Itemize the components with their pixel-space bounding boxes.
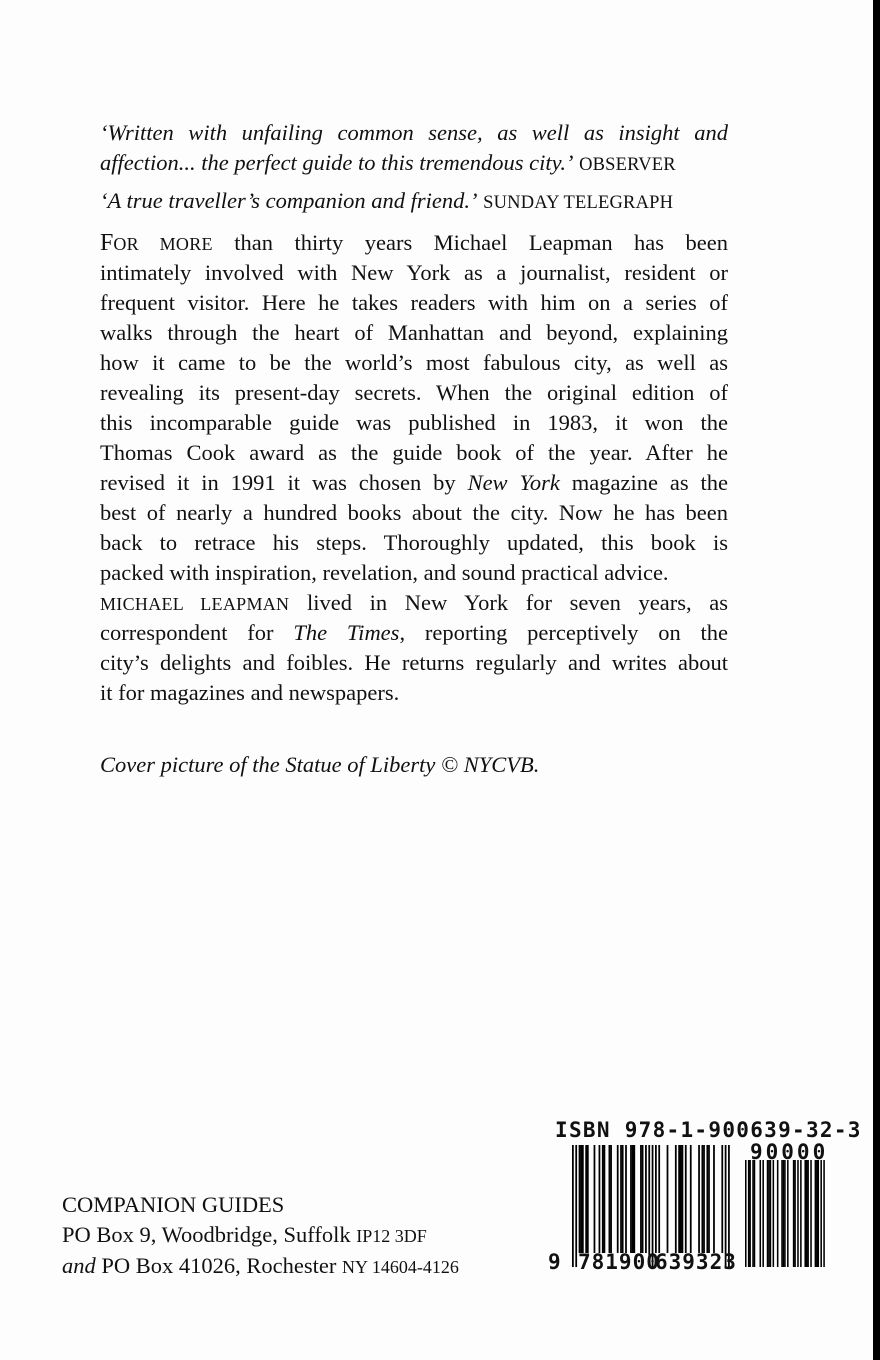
text-segment: packed with inspiration, revelation, and sound practical advice. (100, 560, 669, 585)
barcode-bar (706, 1145, 708, 1253)
barcode-bar (713, 1145, 715, 1253)
barcode-bar (658, 1145, 660, 1253)
barcode-bar (632, 1145, 634, 1253)
text-segment: correspondent for (100, 620, 294, 645)
barcode-bar (698, 1145, 700, 1253)
address-line (62, 1251, 459, 1282)
address-text: PO Box 9, Woodbridge, Suffolk (62, 1222, 351, 1247)
and-text: and (62, 1253, 96, 1278)
barcode-bar (728, 1145, 730, 1267)
barcode-addon-bar (770, 1160, 772, 1267)
barcode-bar (609, 1145, 611, 1253)
barcode-addon-bar (820, 1160, 822, 1267)
address-text: PO Box 41026, Rochester (101, 1253, 337, 1278)
text-segment: revealing its present-day secrets. When the original edition of (100, 380, 728, 405)
barcode-bar (633, 1145, 635, 1253)
barcode-addon-bar (816, 1160, 818, 1267)
barcode-bar (594, 1145, 596, 1253)
barcode-addon-bar (794, 1160, 796, 1267)
barcode-bar (708, 1145, 710, 1253)
barcode-addon-bar (760, 1160, 762, 1267)
barcode-addon-bar (745, 1160, 747, 1267)
barcode-bar (625, 1145, 627, 1253)
barcode-bar (675, 1145, 677, 1253)
barcode-bar (690, 1145, 692, 1253)
review-quote (100, 186, 728, 218)
barcode-bar (622, 1145, 624, 1253)
barcode-bar (640, 1145, 642, 1253)
description-line (100, 408, 728, 438)
review-quote (100, 118, 728, 180)
barcode-addon-bar (810, 1160, 812, 1267)
text-segment: it for magazines and newspapers. (100, 680, 400, 705)
text-segment: walks through the heart of Manhattan and beyond, explaining (100, 320, 728, 345)
barcode-bar (725, 1145, 727, 1267)
quote-source: SUNDAY TELEGRAPH (483, 193, 674, 213)
description-line (100, 468, 728, 498)
barcode-bar (721, 1145, 723, 1253)
text-segment: F (100, 230, 114, 256)
barcode-addon-bar (748, 1160, 750, 1267)
description-line (100, 498, 728, 528)
barcode-bar (604, 1145, 606, 1253)
barcode-bar (645, 1145, 647, 1253)
description-line (100, 558, 728, 588)
barcode-addon-bar (783, 1160, 785, 1267)
barcode-addon-bar (784, 1160, 786, 1267)
barcode-addon-bar (806, 1160, 808, 1267)
barcode-bar (682, 1145, 684, 1253)
barcode-addon-bar (787, 1160, 789, 1267)
barcode-bar (587, 1145, 589, 1253)
barcode-bar (580, 1145, 582, 1253)
barcode-bar (602, 1145, 604, 1253)
quote-text: ‘A true traveller’s companion and friend.’ (100, 188, 478, 213)
barcode-addon-bar (800, 1160, 802, 1267)
barcode-bar (617, 1145, 619, 1253)
ean-digit: 9 (548, 1250, 561, 1274)
text-segment: how it came to be the world’s most fabulous city, as well as (100, 350, 728, 375)
barcode-bar (680, 1145, 682, 1253)
description-line (100, 618, 728, 648)
spine-edge (873, 0, 880, 1360)
barcode-bar (678, 1145, 680, 1253)
text-segment: The Times (293, 620, 400, 645)
barcode-addon-bar (773, 1160, 775, 1267)
cover-credit: Cover picture of the Statue of Liberty © NYCVB. (100, 752, 540, 777)
quote-text: ‘Written with unfailing common sense, as well as insight and affection... the perfect guide to this tremendous city.’ (100, 120, 728, 175)
barcode-addon-bar (767, 1160, 769, 1267)
barcode-bar (648, 1145, 650, 1267)
barcode-bar (701, 1145, 703, 1253)
barcode-bar (703, 1145, 705, 1253)
description-line (100, 438, 728, 468)
description-line (100, 318, 728, 348)
description-line (100, 378, 728, 408)
text-segment: magazine as the (559, 470, 728, 495)
description (100, 228, 728, 708)
description-line (100, 288, 728, 318)
text-segment: Thomas Cook award as the guide book of the year. After he (100, 440, 728, 465)
description-line (100, 258, 728, 288)
publisher-name: COMPANION GUIDES (62, 1192, 285, 1217)
barcode-bar (685, 1145, 687, 1253)
barcode-bar (652, 1145, 654, 1267)
text-segment: city’s delights and foibles. He returns regularly and writes about (100, 650, 728, 675)
barcode-addon-bar (818, 1160, 820, 1267)
text-segment: New York (467, 470, 560, 495)
barcode-addon-bar (777, 1160, 779, 1267)
barcode-addon-bar (807, 1160, 809, 1267)
barcode-bar (572, 1145, 574, 1267)
postcode: IP12 3DF (356, 1226, 427, 1246)
description-line (100, 678, 728, 708)
description-line (100, 348, 728, 378)
text-segment: frequent visitor. Here he takes readers with him on a series of (100, 290, 728, 315)
barcode-bar (667, 1145, 669, 1253)
text-segment: intimately involved with New York as a journalist, resident or (100, 260, 728, 285)
text-segment: than thirty years Michael Leapman has been (212, 230, 728, 255)
description-line (100, 528, 728, 558)
quote-source: OBSERVER (579, 155, 676, 175)
barcode-addon-bar (793, 1160, 795, 1267)
text-segment: best of nearly a hundred books about the city. Now he has been (100, 500, 728, 525)
barcode-addon-digits: 90000 (750, 1140, 829, 1164)
barcode-addon-bar (768, 1160, 770, 1267)
barcode-bar (630, 1145, 632, 1253)
text-segment: OR MORE (113, 234, 213, 254)
text-segment: MICHAEL LEAPMAN (100, 594, 290, 614)
barcode-bar (585, 1145, 587, 1253)
barcode-bar (599, 1145, 601, 1253)
description-line (100, 588, 728, 618)
text-segment: back to retrace his steps. Thoroughly updated, this book is (100, 530, 728, 555)
barcode-addon-bar (754, 1160, 756, 1267)
description-line (100, 228, 728, 258)
barcode-bar (582, 1145, 584, 1253)
ean-digits-right: 639323 (655, 1250, 737, 1274)
barcode-addon-bar (823, 1160, 825, 1267)
text-segment: lived in New York for seven years, as (289, 590, 729, 615)
address-line (62, 1220, 459, 1251)
text-segment: this incomparable guide was published in 1983, it won the (100, 410, 728, 435)
barcode-bar (575, 1145, 577, 1267)
ean-digits-left: 781900 (578, 1250, 660, 1274)
barcode-addon-bar (804, 1160, 806, 1267)
barcode-addon-bar (752, 1160, 754, 1267)
review-quotes (100, 118, 728, 218)
barcode-addon-bar (797, 1160, 799, 1267)
barcode-bar (655, 1145, 657, 1253)
postcode: NY 14604-4126 (342, 1257, 459, 1277)
barcode-addon-bar (781, 1160, 783, 1267)
barcode-bar (642, 1145, 644, 1253)
text-segment: , reporting perceptively on the (399, 620, 729, 645)
barcode-bar (610, 1145, 612, 1253)
barcode-addon-bar (815, 1160, 817, 1267)
barcode-bar (620, 1145, 622, 1253)
barcode-addon-bar (749, 1160, 751, 1267)
barcode-addon-bar (762, 1160, 764, 1267)
isbn-label: ISBN 978-1-900639-32-3 (555, 1118, 862, 1142)
publisher-address (62, 1190, 459, 1282)
text-segment: revised it in 1991 it was chosen by (100, 470, 468, 495)
barcode-bar (579, 1145, 581, 1253)
description-line (100, 648, 728, 678)
